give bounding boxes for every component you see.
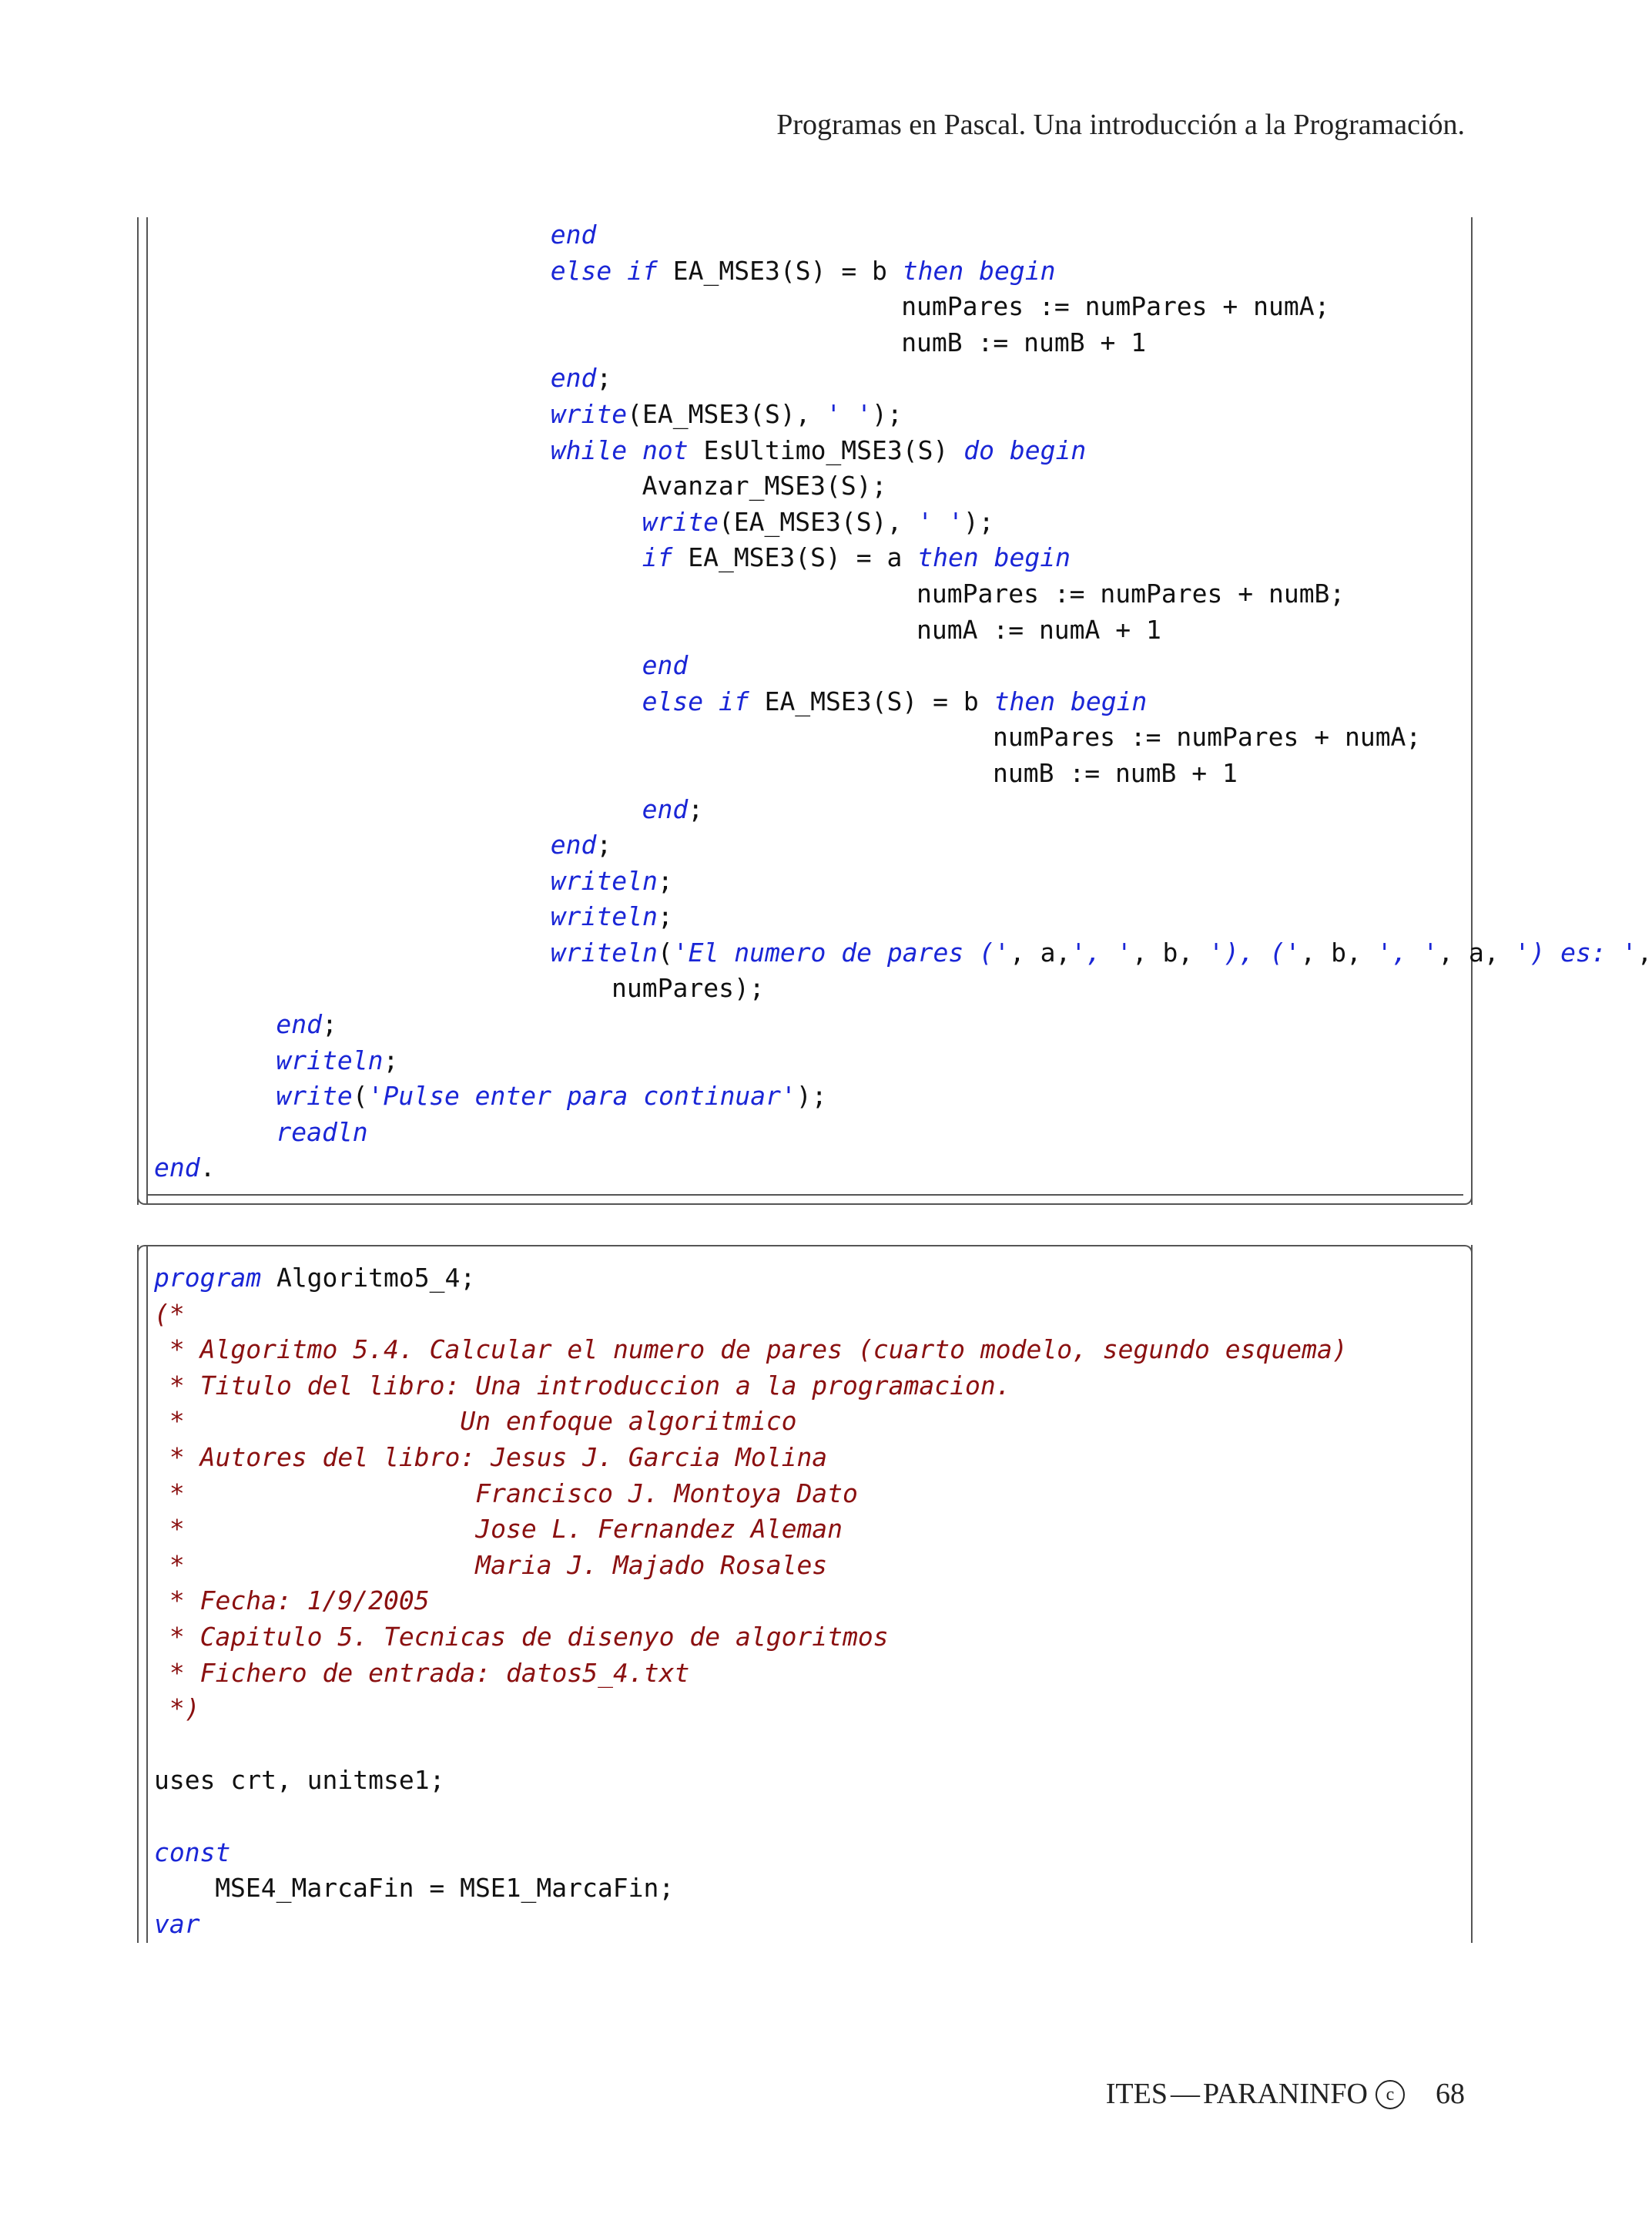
code-comment: * Fecha: 1/9/2005 — [154, 1585, 430, 1616]
code-line — [154, 253, 1652, 290]
code-text: numB := numB + 1 — [901, 327, 1147, 357]
code-text: ; — [688, 793, 704, 824]
code-line — [154, 1007, 1652, 1043]
code-line — [154, 433, 1652, 469]
code-text: EA_MSE3(S) = b — [657, 255, 903, 286]
code-text: uses crt, unitmse1; — [154, 1765, 445, 1796]
code-text: ; — [383, 1045, 399, 1075]
code-text: Avanzar_MSE3(S); — [642, 471, 887, 502]
code-string: ') es: ' — [1514, 937, 1637, 968]
code-keyword: end — [550, 363, 597, 394]
code-line — [154, 505, 1652, 541]
frame-top-rule — [137, 1245, 1473, 1257]
code-line — [154, 1476, 1348, 1512]
code-keyword: var — [154, 1908, 200, 1939]
code-line — [154, 325, 1652, 361]
code-line — [154, 648, 1652, 684]
code-line — [154, 864, 1652, 900]
code-line — [154, 756, 1652, 792]
code-string: 'El numero de pares (' — [672, 937, 1010, 968]
code-keyword: not — [642, 434, 689, 465]
code-text: , b, — [1300, 937, 1377, 968]
code-line — [154, 971, 1652, 1007]
code-keyword: begin — [1070, 686, 1148, 716]
footer-separator: — — [1171, 2078, 1200, 2110]
code-text: ; — [657, 865, 673, 896]
code-keyword: writeln — [550, 865, 658, 896]
code-line — [154, 1835, 1348, 1871]
code-listing-algoritmo5-4 — [137, 1245, 1473, 1943]
code-line — [154, 468, 1652, 505]
code-line — [154, 576, 1652, 612]
footer-publisher: ITES — [1105, 2078, 1168, 2110]
code-line — [154, 720, 1652, 756]
code-keyword: const — [154, 1837, 231, 1867]
code-keyword: writeln — [276, 1045, 384, 1075]
code-text: ; — [322, 1009, 337, 1040]
code-comment: * Francisco J. Montoya Dato — [154, 1478, 858, 1508]
code-text: numB := numB + 1 — [993, 757, 1238, 788]
code-line — [154, 1150, 1652, 1186]
copyright-icon: c — [1376, 2080, 1405, 2109]
code-line — [154, 1404, 1348, 1440]
code-line — [154, 1548, 1348, 1584]
code-text: , a, — [1009, 937, 1071, 968]
code-comment: * Un enfoque algoritmico — [154, 1406, 797, 1437]
code-text: ; — [657, 901, 673, 932]
code-text: numPares); — [612, 973, 765, 1004]
code-comment: *) — [154, 1693, 200, 1724]
code-text: ); — [872, 398, 903, 429]
code-keyword: else — [550, 255, 612, 286]
code-line — [154, 1727, 1348, 1763]
code-keyword: end — [550, 830, 597, 861]
code-text: numA := numA + 1 — [916, 614, 1161, 645]
code-text: Algoritmo5_4; — [261, 1263, 476, 1293]
code-line — [154, 827, 1652, 864]
code-string: ' ' — [826, 398, 873, 429]
code-line — [154, 1691, 1348, 1727]
code-line — [154, 1115, 1652, 1151]
code-keyword: end — [550, 220, 597, 250]
code-listing-continued — [137, 217, 1652, 1205]
code-line — [154, 397, 1652, 433]
code-comment: * Maria J. Majado Rosales — [154, 1549, 828, 1580]
code-line — [154, 361, 1652, 397]
code-string: 'Pulse enter para continuar' — [367, 1081, 796, 1112]
code-keyword: else — [642, 686, 704, 716]
code-text: (EA_MSE3(S), — [718, 506, 918, 537]
code-line — [154, 540, 1652, 576]
code-text: ); — [963, 506, 994, 537]
code-keyword: begin — [979, 255, 1056, 286]
code-comment: * Fichero de entrada: datos5_4.txt — [154, 1657, 690, 1688]
page-footer — [1106, 2077, 1465, 2111]
code-line — [154, 792, 1652, 828]
code-line — [154, 1368, 1348, 1404]
code-line — [154, 684, 1652, 720]
code-line — [154, 1332, 1348, 1368]
code-line — [154, 935, 1652, 971]
page-number: 68 — [1436, 2078, 1465, 2110]
code-keyword: readln — [276, 1116, 368, 1147]
code-text — [979, 542, 994, 572]
code-text: numPares := numPares + numB; — [916, 578, 1345, 609]
code-text: ( — [352, 1081, 368, 1112]
code-text — [703, 686, 719, 716]
code-comment: * Titulo del libro: Una introduccion a la programacion. — [154, 1370, 1011, 1401]
code-comment: * Autores del libro: Jesus J. Garcia Molina — [154, 1441, 828, 1472]
code-text: EsUltimo_MSE3(S) — [688, 434, 964, 465]
code-text — [612, 256, 627, 286]
code-keyword: writeln — [550, 901, 658, 932]
code-text — [994, 435, 1010, 465]
frame-bottom-rule — [137, 1193, 1473, 1205]
code-line — [154, 217, 1652, 253]
code-line — [154, 1799, 1348, 1835]
code-keyword: end — [276, 1009, 322, 1040]
code-text — [627, 435, 642, 465]
code-line — [154, 1619, 1348, 1656]
code-line — [154, 1656, 1348, 1692]
code-keyword: while — [550, 434, 628, 465]
code-line — [154, 1511, 1348, 1548]
code-string: '), (' — [1208, 937, 1301, 968]
code-line — [154, 1043, 1652, 1079]
code-line — [154, 899, 1652, 935]
code-keyword: write — [276, 1081, 353, 1112]
code-text: (EA_MSE3(S), — [627, 398, 826, 429]
code-text: . — [199, 1152, 216, 1183]
code-block-1 — [154, 217, 1652, 1186]
code-keyword: writeln — [550, 937, 658, 968]
code-text: numPares := numPares + numA; — [901, 291, 1330, 322]
footer-imprint: PARANINFO — [1203, 2078, 1368, 2110]
code-keyword: then — [994, 686, 1056, 716]
running-header: Programas en Pascal. Una introducción a la Programación. — [776, 109, 1465, 141]
code-keyword: end — [642, 793, 689, 824]
code-line — [154, 1440, 1348, 1476]
code-text: , a, — [1438, 937, 1515, 968]
code-keyword: if — [642, 542, 673, 573]
code-keyword: if — [627, 255, 658, 286]
code-keyword: write — [642, 506, 719, 537]
code-line — [154, 1870, 1348, 1907]
code-keyword: begin — [994, 542, 1071, 573]
code-text: MSE4_MarcaFin = MSE1_MarcaFin; — [215, 1873, 675, 1904]
code-keyword: then — [917, 542, 979, 573]
code-text: , — [1637, 937, 1652, 968]
code-text: EA_MSE3(S) = a — [672, 542, 918, 573]
code-text — [963, 256, 979, 286]
code-text: numPares := numPares + numA; — [993, 722, 1422, 753]
frame-left-rule — [137, 217, 148, 1205]
code-string: ', ' — [1071, 937, 1132, 968]
code-keyword: if — [718, 686, 749, 716]
code-text: ; — [596, 830, 612, 861]
code-text: ); — [796, 1081, 827, 1112]
code-block-2 — [154, 1260, 1348, 1942]
frame-right-rule — [1471, 1245, 1473, 1943]
code-comment: (* — [154, 1298, 185, 1329]
code-line — [154, 1260, 1348, 1297]
code-keyword: then — [902, 255, 964, 286]
code-line — [154, 1079, 1652, 1115]
code-text: , b, — [1131, 937, 1209, 968]
code-text — [1055, 686, 1071, 716]
code-text: ; — [596, 363, 612, 394]
code-line — [154, 1583, 1348, 1619]
code-text: EA_MSE3(S) = b — [749, 686, 994, 716]
code-line — [154, 612, 1652, 649]
code-keyword: program — [154, 1263, 262, 1293]
code-string: ' ' — [917, 506, 963, 537]
code-text: ( — [657, 937, 673, 968]
code-comment: * Algoritmo 5.4. Calcular el numero de pares (cuarto modelo, segundo esquema) — [154, 1334, 1348, 1365]
code-keyword: end — [154, 1152, 200, 1183]
code-comment: * Capitulo 5. Tecnicas de disenyo de algoritmos — [154, 1621, 889, 1652]
code-string: ', ' — [1376, 937, 1439, 968]
code-line — [154, 289, 1652, 325]
code-line — [154, 1907, 1348, 1943]
frame-left-rule — [137, 1245, 148, 1943]
code-comment: * Jose L. Fernandez Aleman — [154, 1514, 843, 1545]
code-line — [154, 1297, 1348, 1333]
code-line — [154, 1763, 1348, 1799]
code-keyword: begin — [1009, 434, 1087, 465]
code-keyword: end — [642, 650, 689, 681]
code-keyword: do — [963, 434, 994, 465]
code-keyword: write — [550, 398, 628, 429]
